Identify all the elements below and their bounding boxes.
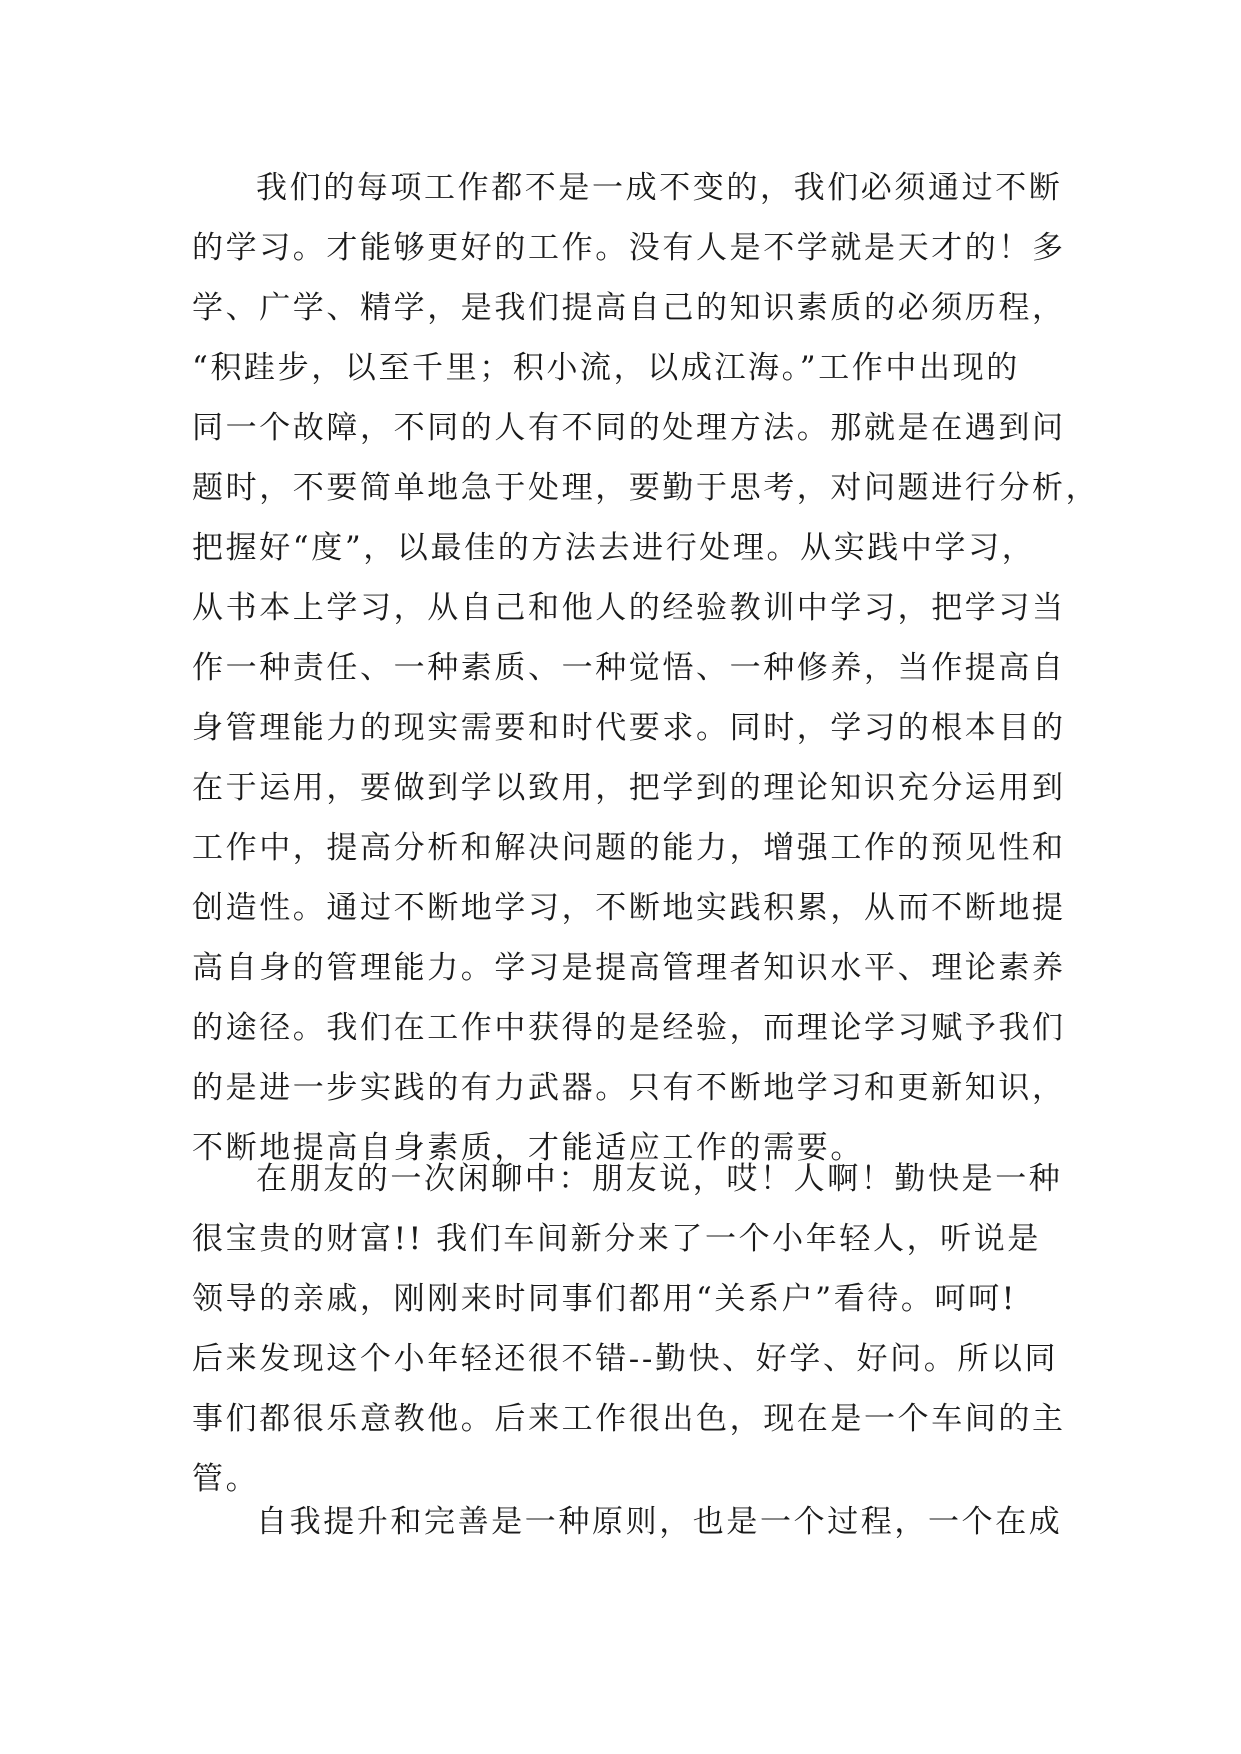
text-line: 同一个故障，不同的人有不同的处理方法。那就是在遇到问 [192,410,1066,446]
text-line: 事们都很乐意教他。后来工作很出色，现在是一个车间的主 [192,1401,1066,1437]
text-line: 我们的每项工作都不是一成不变的，我们必须通过不断 [256,170,1063,206]
text-line: 在朋友的一次闲聊中：朋友说，哎！人啊！勤快是一种 [256,1161,1063,1197]
text-line: 的学习。才能够更好的工作。没有人是不学就是天才的！多 [192,230,1066,266]
text-line: 身管理能力的现实需要和时代要求。同时，学习的根本目的 [192,710,1066,746]
text-line: 后来发现这个小年轻还很不错--勤快、好学、好问。所以同 [192,1341,1059,1377]
paragraph-friend-story [192,1149,1066,1509]
text-line: 把握好“度”，以最佳的方法去进行处理。从实践中学习， [192,530,1036,566]
paragraph-self-improvement [192,1492,1063,1552]
text-line: “积跬步，以至千里；积小流，以成江海。”工作中出现的 [192,350,1020,386]
text-line: 管。 [192,1461,260,1497]
text-line: 学、广学、精学，是我们提高自己的知识素质的必须历程， [192,290,1066,326]
text-line: 自我提升和完善是一种原则，也是一个过程，一个在成 [256,1504,1063,1540]
paragraph-learning [192,158,1100,1178]
text-line: 很宝贵的财富!! 我们车间新分来了一个小年轻人，听说是 [192,1221,1041,1257]
text-line: 的是进一步实践的有力武器。只有不断地学习和更新知识， [192,1070,1066,1106]
text-line: 题时，不要简单地急于处理，要勤于思考，对问题进行分析， [192,470,1100,506]
text-line: 创造性。通过不断地学习，不断地实践积累，从而不断地提 [192,890,1066,926]
text-line: 作一种责任、一种素质、一种觉悟、一种修养，当作提高自 [192,650,1066,686]
text-line: 不断地提高自身素质，才能适应工作的需要。 [192,1130,864,1166]
text-line: 高自身的管理能力。学习是提高管理者知识水平、理论素养 [192,950,1066,986]
text-line: 领导的亲戚，刚刚来时同事们都用“关系户”看待。呵呵! [192,1281,1017,1317]
text-line: 的途径。我们在工作中获得的是经验，而理论学习赋予我们 [192,1010,1066,1046]
text-line: 在于运用，要做到学以致用，把学到的理论知识充分运用到 [192,770,1066,806]
text-line: 从书本上学习，从自己和他人的经验教训中学习，把学习当 [192,590,1066,626]
text-line: 工作中，提高分析和解决问题的能力，增强工作的预见性和 [192,830,1066,866]
